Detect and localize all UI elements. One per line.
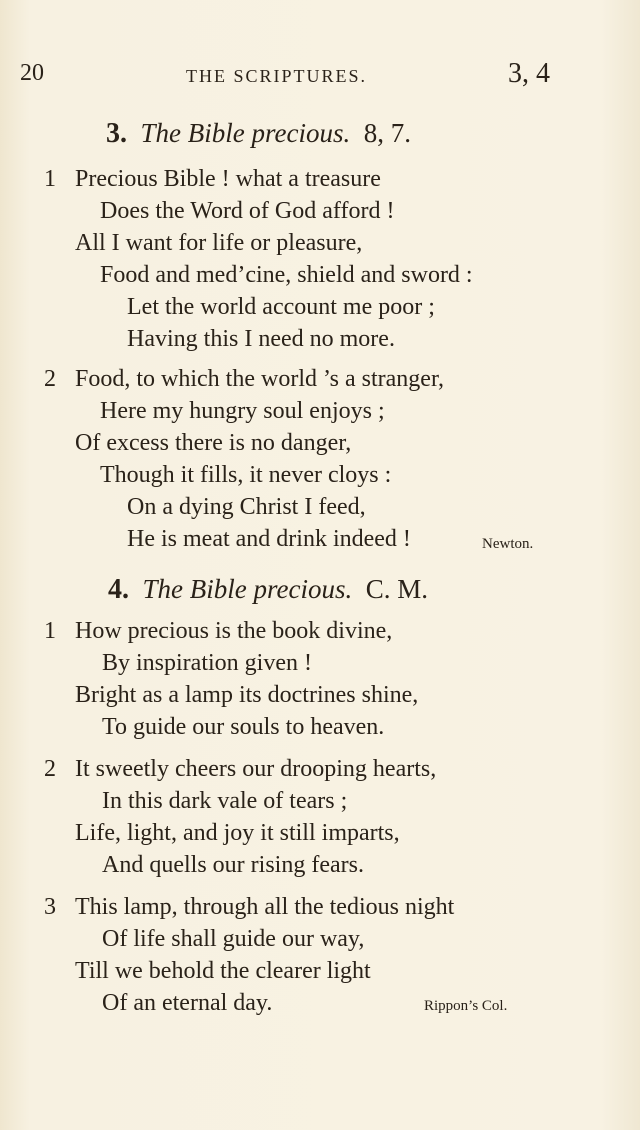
hymn-4-title: The Bible precious. — [142, 574, 353, 604]
hymn-numbers: 3, 4 — [508, 58, 550, 89]
verse-line: All I want for life or pleasure, — [75, 230, 363, 256]
hymn-4-heading — [108, 574, 428, 606]
verse-line: This lamp, through all the tedious night — [75, 894, 455, 920]
stanza-number: 1 — [44, 618, 56, 644]
verse-line: To guide our souls to heaven. — [102, 714, 385, 740]
verse-line: And quells our rising fears. — [102, 852, 364, 878]
hymn-3-heading — [106, 118, 411, 150]
verse-line: He is meat and drink indeed ! — [127, 526, 411, 552]
hymn-4-meter: C. M. — [365, 574, 428, 604]
verse-line: Life, light, and joy it still imparts, — [75, 820, 400, 846]
hymn-3-meter: 8, 7. — [363, 118, 411, 148]
hymn-3-title: The Bible precious. — [140, 118, 351, 148]
verse-line: Let the world account me poor ; — [127, 294, 435, 320]
verse-line: Of an eternal day. — [102, 990, 273, 1016]
page-number: 20 — [20, 60, 44, 86]
stanza-number: 2 — [44, 756, 56, 782]
verse-line: Food, to which the world ’s a stranger, — [75, 366, 444, 392]
hymn-4-number: 4. — [108, 574, 129, 605]
verse-line: Though it fills, it never cloys : — [100, 462, 392, 488]
verse-line: How precious is the book divine, — [75, 618, 393, 644]
hymn-3-number: 3. — [106, 118, 127, 149]
verse-line: Of excess there is no danger, — [75, 430, 352, 456]
verse-line: Bright as a lamp its doctrines shine, — [75, 682, 419, 708]
stanza-number: 2 — [44, 366, 56, 392]
verse-line: In this dark vale of tears ; — [102, 788, 348, 814]
verse-line: Here my hungry soul enjoys ; — [100, 398, 385, 424]
verse-line: Food and med’cine, shield and sword : — [100, 262, 473, 288]
verse-line: Of life shall guide our way, — [102, 926, 365, 952]
verse-line: It sweetly cheers our drooping hearts, — [75, 756, 437, 782]
stanza-number: 1 — [44, 166, 56, 192]
hymn-4-attribution: Rippon’s Col. — [424, 998, 508, 1014]
stanza-number: 3 — [44, 894, 56, 920]
hymn-3-attribution: Newton. — [482, 536, 534, 552]
verse-line: On a dying Christ I feed, — [127, 494, 366, 520]
verse-line: Having this I need no more. — [127, 326, 395, 352]
verse-line: Does the Word of God afford ! — [100, 198, 395, 224]
verse-line: By inspiration given ! — [102, 650, 312, 676]
verse-line: Precious Bible ! what a treasure — [75, 166, 381, 192]
running-title: THE SCRIPTURES. — [186, 66, 368, 86]
verse-line: Till we behold the clearer light — [75, 958, 371, 984]
